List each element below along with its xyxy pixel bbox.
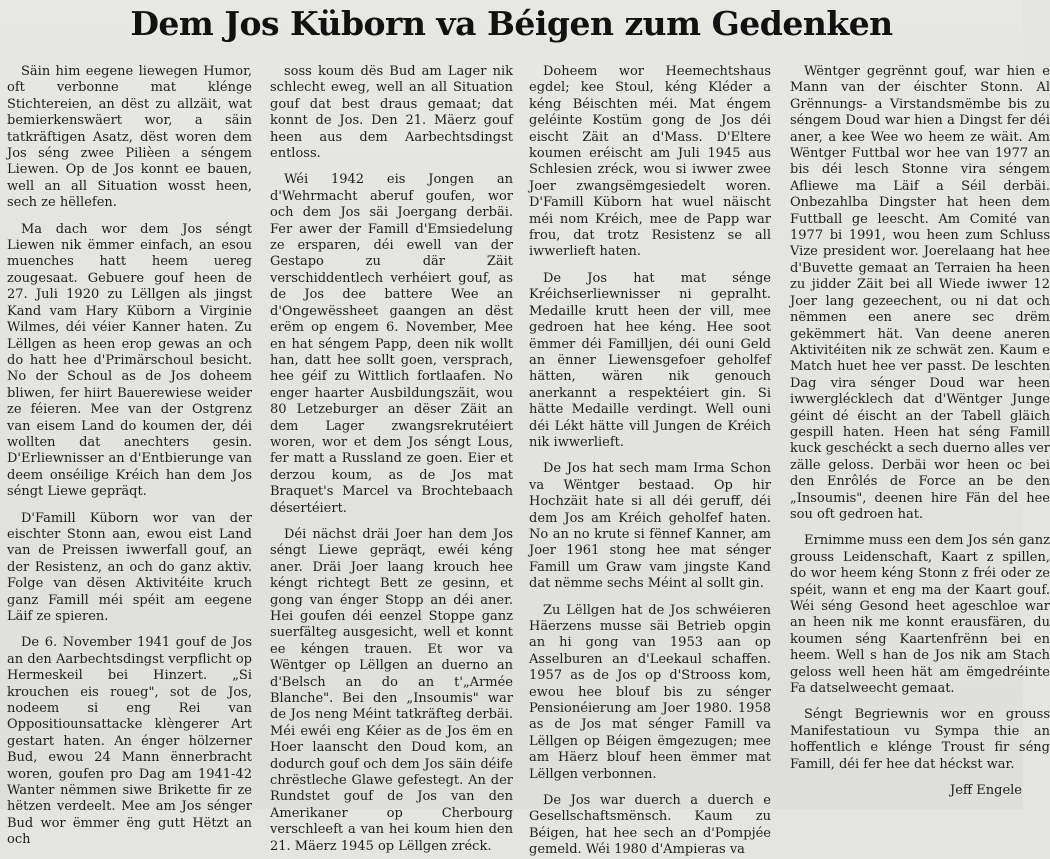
- paragraph: Ernimme muss een dem Jos sén ganz grouss Leidenschaft, Kaart z spillen, do wor heem kéng Stonn z fréi oder ze spéit, wann et eng ma der Kaart gouf. Wéi séng Gesond heet ageschloe war an heen nik me konnt erausfären, du koumen séng Kaartenfrënn bei en heem. Well s han de Jos nik am Stach geloss well heen hät am ëmgedréinte Fa datselweecht gemaat.: [790, 533, 1050, 697]
- author-signature: Jeff Engele: [949, 783, 1022, 799]
- paragraph: Zu Lëllgen hat de Jos schwéieren Häerzens musse säi Betrieb opgin an hi gong van 1953 aan op Asselburen an d'Leekaul schaffen. 1957 as de Jos op d'Strooss kom, ewou hee blouf bis zu sénger Pensionéierung am Joer 1980. 1958 as de Jos mat sénger Famill va Lëllgen op Béigen ëmgezugen; mee am Häerz blouf heen ëmmer mat Lëllgen verbonnen.: [529, 602, 771, 782]
- article-column-1: [7, 64, 252, 848]
- article-headline: Dem Jos Küborn va Béigen zum Gedenken: [130, 4, 893, 43]
- paragraph: Doheem wor Heemechtshaus egdel; kee Stoul, kéng Kléder a kéng Béischten méi. Mat éngem geléinte Kostüm gong de Jos déi eischt Zäit an d'Mass. D'Eltere koumen eréischt am Juli 1945 aus Schlesien zréck, wou si iwwer zwee Joer zwangsëmgesiedelt woren. D'Famill Küborn hat wuel näischt méi nom Kréich, mee de Papp war frou, dat trotz Resistenz se all iwwerlieft haten.: [529, 64, 771, 260]
- paragraph: De 6. November 1941 gouf de Jos an den Aarbechtsdingst verpflicht op Hermeskeil bei Hinzert. „Si krouchen eis roueg", sot de Jos, nodeem si eng Rei van Oppositiounsattacke klèngerer Art gestart haten. An énger hölzerner Bud, ewou 24 Mann ënnerbracht woren, goufen pro Dag am 1941-42 Wanter nëmmen siwe Brikette fir ze hëtzen verdeelt. Mee am Jos sénger Bud wor ëmmer ëng gutt Hëtzt an och: [7, 635, 252, 848]
- paragraph: D'Famill Küborn wor van der eischter Stonn aan, ewou eist Land van de Preissen iwwerfall gouf, an der Resistenz, an och do ganz aktiv. Folge van dësen Aktivitéite kruch ganz Famill méi spéit am eegene Läif ze spieren.: [7, 510, 252, 624]
- paragraph: Ma dach wor dem Jos séngt Liewen nik ëmmer einfach, an esou muenches hatt heem uereg zougesaat. Gebuere gouf heen de 27. Juli 1920 zu Lëllgen als jingst Kand vam Hary Küborn a Virginie Wilmes, déi véier Kanner haten. Zu Lëllgen as heen erop gewas an och do hatt hee d'Primärschoul besicht. No der Schoul as de Jos doheem bliwen, fer hiirt Bauerewiese weider ze féieren. Mee van der Ostgrenz van eisem Land do koumen der, déi wollten dat anechters gesin. D'Erliewnisser an d'Entbierunge van deem onséilige Kréich han dem Jos séngt Liewe gepräqt.: [7, 221, 252, 500]
- paragraph: De Jos hat mat sénge Kréichserliewnisser ni gepralht. Medaille krutt heen der vill, mee gedroen hat hee kéng. Hee soot ëmmer déi Familljen, déi ouni Geld an ënner Liewensgefoer geholfef hätten, wären nik genouch anerkannt a respektéiert gin. Si hätte Medaille verdingt. Well ouni déi Lékt hätte vill Jungen de Kréich nik iwwerlieft.: [529, 270, 771, 450]
- paragraph: Séngt Begriewnis wor en grouss Manifestatioun vu Sympa thie an hoffentlich e klénge Troust fir séng Famill, déi fer hee dat héckst war.: [790, 707, 1050, 772]
- paragraph: De Jos war duerch a duerch e Gesellschaftsmënsch. Kaum zu Béigen, hat hee sech an d'Pompjée gemeld. Wéi 1980 d'Ampieras va: [529, 793, 771, 858]
- paragraph: De Jos hat sech mam Irma Schon va Wëntger bestaad. Op hir Hochzäit hate si all déi geruff, déi dem Jos am Kréich geholfef haten. No an no krute si fënnef Kanner, am Joer 1961 stong hee mat sénger Famill um Graw vam jingste Kand dat nëmme sechs Méint al sollt gin.: [529, 461, 771, 592]
- paragraph: soss koum dës Bud am Lager nik schlecht eweg, well an all Situation gouf dat best draus gemaat; dat konnt de Jos. Den 21. Mäerz gouf heen aus dem Aarbechtsdingst entloss.: [270, 64, 513, 162]
- article-column-3: [529, 64, 771, 858]
- paragraph: Säin him eegene liewegen Humor, oft verbonne mat klénge Stichtereien, an dëst zu allzäit, wat bemierkenswäert wor, a säin tatkräftigen Asatz, dëst woren dem Jos séng zwee Pilièen a séngem Liewen. Op de Jos konnt ee bauen, well an all Situation wosst heen, sech ze hëllefen.: [7, 64, 252, 211]
- paragraph: Wëntger gegrënnt gouf, war hien e Mann van der éischter Stonn. Al Grënnungs- a Virstandsmëmbe bis zu séngem Doud war hien a Dingst fer déi aner, a kee Wee wo heem ze wäit. Am Wëntger Futtbal wor hee van 1977 an bis déi lesch Stonne vira séngem Afliewe ma Läif a Séil derbäi. Onbezahlba Dingster hat heen dem Futtball ge leescht. Am Comité van 1977 bi 1991, wou heen zum Schluss Vize president wor. Joerelaang hat hee d'Buvette gemaat an Terraien ha heen zu jidder Zäit bei all Wiede iwwer 12 Joer lang gezeechent, ou ni dat och nëmmen een anere sec drëm gekëmmert hät. Van deene aneren Aktivitéiten nik ze schwät zen. Kaum e Match huet hee ver passt. De leschten Dag vira sénger Doud war heen iwwerglécklech dat d'Wëntger Junge géint dé éischt an der Tabell gläich gespill haten. Heen hat séng Famill kuck geschéckt a sech duerno alles ver zälle geloss. Derbäi wor heen oc bei den Enrôlés de Force an be den „Insoumis", deenen hire Fän del hee sou oft gedroen hat.: [790, 64, 1050, 522]
- paragraph: Déi nächst dräi Joer han dem Jos séngt Liewe gepräqt, ewéi kéng aner. Dräi Joer laang krouch hee kéngt richtegt Bett ze gesinn, et gong van énger Stopp an déi aner. Hei goufen déi eenzel Stoppe ganz suerfälteg ausgesicht, well et konnt ee kéngen trauen. Et wor va Wëntger op Lëllgen an duerno an d'Belsch an do an t'„Armée Blanche". Bei den „Insoumis" war de Jos neng Méint tatkräfteg derbäi. Méi ewéi eng Kéier as de Jos ëm en Hoer laanscht den Doud kom, an dodurch gouf och dem Jos säin déife chrëstleche Glawe gefestegt. An der Rundstet gouf de Jos van den Amerikaner op Cherbourg verschleeft a van hei koum hien den 21. Mäerz 1945 op Lëllgen zréck.: [270, 526, 513, 854]
- article-column-4: [790, 64, 1050, 804]
- article-column-2: [270, 64, 513, 854]
- paragraph: Wéi 1942 eis Jongen an d'Wehrmacht aberuf goufen, wor och dem Jos säi Joergang derbäi. Fer awer der Famill d'Emsiedelung ze ersparen, déi ewell van der Gestapo zu där Zäit verschiddentlech verhéiert gouf, as de Jos dee battere Wee an d'Ongewëssheet gaangen an dëst erëm op engem 6. November, Mee en hat séngem Papp, deen nik wollt han, datt hee sollt goen, versprach, hee géif zu Wittlich fortlaafen. No enger haarter Ausbildungszäit, wou 80 Letzeburger an dëser Zäit an dem Lager zwangsrekrutéiert woren, wor et dem Jos séngt Lous, fer matt a Russland ze goen. Eier et derzou koum, as de Jos mat Braquet's Marcel va Brochtebaach désertéiert.: [270, 172, 513, 516]
